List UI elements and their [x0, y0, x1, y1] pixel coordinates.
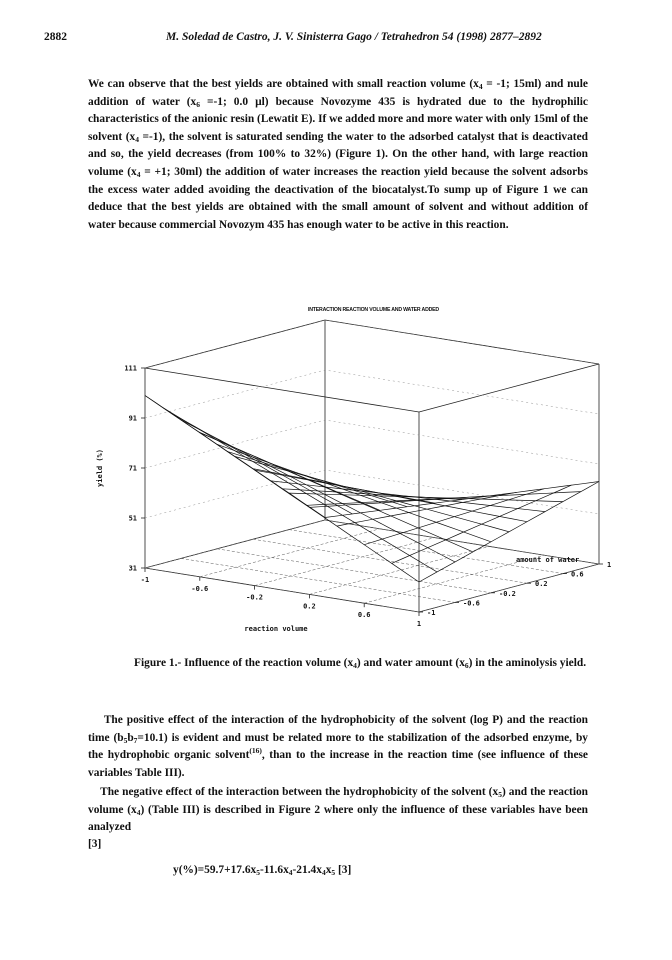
floor-gridline: [255, 538, 435, 586]
surface-line: [325, 482, 599, 518]
y-tick-label: 0.2: [535, 580, 548, 589]
x-tick-label: 0.6: [357, 611, 371, 620]
paragraph-1: We can observe that the best yields are obtained with small reaction volume ($x_4 = -1$; 15ml) and nule addition of water ($x_6 =-1$; 0.0 µl) because Novozyme 435 is hydrated due to the hydrophilic characteristics of the anionic resin (Lewatit E). If we added more and more water with only 15ml of the solvent $(x_4 =-1)$, the solvent is saturated sending the water to the adsorbed catalyst that is deactivated and so, the yield decreases (from 100% to 32%) (Figure 1). On the other hand, with large reaction volume ($x_4 = +1$; 30ml) the addition of water increases the reaction yield because the solvent adsorbs the excess water added avoiding the deactivation of the biocatalyst.To sump up of Figure 1 we can deduce that the best yields are obtained with the small amount of solvent and without addition of water because commercial Novozym 435 has enough water to be active in this reaction.: [88, 78, 588, 231]
plot-box: [145, 320, 599, 612]
z-tick-label: 31: [128, 564, 137, 573]
surface-plot-figure-1: [88, 296, 612, 636]
floor-gridline: [200, 529, 380, 577]
page-header: [44, 31, 634, 49]
surface-line: [145, 396, 419, 583]
page-number: 2882: [44, 31, 67, 43]
x-tick-label: -0.2: [246, 593, 264, 602]
x-tick-label: -0.6: [191, 584, 209, 593]
z-tick-label: 111: [124, 364, 137, 373]
equation-3: $y(\%)=59.7+17.6x_5-11.6x_4-21.4x_4x_5$ [3]: [173, 864, 352, 877]
wall-gridline: [145, 420, 599, 468]
floor-gridline: [309, 546, 489, 594]
y-tick-label: -0.2: [499, 589, 516, 598]
x-tick-label: 0.2: [303, 602, 316, 611]
surface-line: [307, 492, 581, 506]
y-tick-label: -0.6: [463, 599, 480, 608]
y-tick-label: 0.6: [571, 570, 584, 579]
surface-line: [235, 457, 509, 532]
z-tick-label: 71: [128, 464, 137, 473]
figure-label: Figure 1.-: [134, 657, 182, 669]
figure-caption: Figure 1.- Influence of the reaction volume $(x_4)$ and water amount $(x_6)$ in the aminolysis yield.: [134, 657, 587, 670]
x-tick-label: 1: [416, 620, 422, 628]
citation-ref: (16): [249, 746, 262, 756]
z-axis-label: yield (%): [96, 449, 104, 487]
box-edge: [145, 320, 325, 368]
paragraph-2: The positive effect of the interaction of the hydrophobicity of the solvent (log P) and the reaction time $(b_5b_7=10.1)$ is evident and must be related more to the stabilization of the adsorbed enzyme, by the hydrophobic organic solvent$^{(16)}$, than to the increase in the reaction time (see influence of these variables Table III).: [88, 714, 589, 779]
z-tick-label: 91: [128, 414, 137, 423]
surface-line: [419, 482, 599, 583]
y-tick-label: 1: [607, 561, 612, 569]
response-surface: [145, 396, 599, 583]
y-tick-label: -1: [427, 609, 436, 617]
z-tick-label: 51: [128, 514, 137, 523]
y-axis-label: amount of water: [516, 556, 580, 564]
x-tick-label: -1: [140, 576, 150, 584]
x-axis-label: reaction volume: [244, 625, 308, 633]
floor-grid: [145, 320, 599, 612]
wall-gridline: [145, 370, 599, 418]
surface-line: [253, 469, 527, 522]
paragraph-3: The negative effect of the interaction between the hydrophobicity of the solvent $(x_5)$ and the reaction volume $(x_4)$ (Table III) is described in Figure 2 where only the influence of these variables have been analyzed: [88, 786, 589, 834]
box-edge: [145, 368, 419, 412]
equation-ref: [3]: [88, 838, 102, 850]
plot-title: INTERACTION REACTION VOLUME AND WATER ADDED: [308, 307, 439, 313]
running-title: M. Soledad de Castro, J. V. Sinisterra Gago / Tetrahedron 54 (1998) 2877–2892: [166, 31, 542, 43]
box-edge: [419, 364, 599, 412]
